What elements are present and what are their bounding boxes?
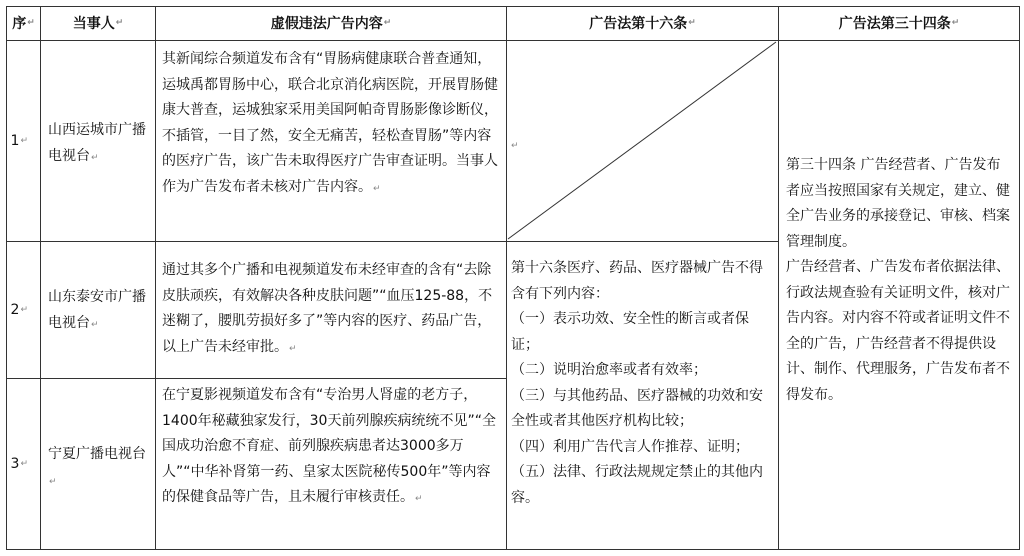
- header-art16: 广告法第十六条 ↵: [589, 16, 696, 32]
- diagonal-slash: [506, 40, 778, 241]
- col-line-4: [778, 6, 779, 550]
- row1-bottom-line-art16: [506, 241, 778, 242]
- table-border-right: [1019, 6, 1020, 550]
- row1-bottom-line: [6, 241, 506, 242]
- art16-line: （一）表示功效、安全性的断言或者保证；: [511, 311, 749, 353]
- row2-bottom-line: [6, 378, 506, 379]
- row1-party: 山西运城市广播电视台↵: [48, 122, 146, 164]
- art16-line: （三）与其他药品、医疗器械的功效和安全性或者其他医疗机构比较；: [511, 387, 763, 429]
- row3-num: 3 ↵: [10, 456, 28, 472]
- art34-para: 第三十四条 广告经营者、广告发布者应当按照国家有关规定，建立、健全广告业务的承接登记、审核、档案管理制度。: [786, 157, 1010, 250]
- col-line-1: [40, 6, 41, 550]
- row2-content: 通过其多个广播和电视频道发布未经审查的含有“去除皮肤顽疾，有效解决各种皮肤问题”“血压125-88，不迷糊了，腰肌劳损好多了”等内容的医疗、药品广告，以上广告未经审批。↵: [162, 262, 493, 355]
- col-line-2: [155, 6, 156, 550]
- row1-content: 其新闻综合频道发布含有“胃肠病健康联合普查通知，运城禹都胃肠中心，联合北京消化病医院，开展胃肠健康大普查，运城独家采用美国阿帕奇胃肠影像诊断仪，不插管，一目了然，安全无痛苦，轻松查胃肠”等内容的医疗广告，该广告未取得医疗广告审查证明。当事人作为广告发布者未核对广告内容。↵: [162, 51, 498, 195]
- art34-text: [786, 153, 1014, 408]
- art16-line: （二）说明治愈率或者有效率；: [511, 362, 707, 378]
- row1-art16-empty: ↵: [511, 141, 519, 151]
- table-border-bottom: [6, 549, 1020, 550]
- row2-num: 2 ↵: [10, 302, 28, 318]
- art34-para: 广告经营者、广告发布者依据法律、行政法规查验有关证明文件，核对广告内容。对内容不符或者证明文件不全的广告，广告经营者不得提供设计、制作、代理服务，广告发布者不得发布。: [786, 259, 1010, 403]
- art16-line: 第十六条医疗、药品、医疗器械广告不得含有下列内容：: [511, 260, 763, 302]
- header-party: 当事人 ↵: [72, 16, 124, 32]
- header-art34: 广告法第三十四条 ↵: [838, 16, 960, 32]
- row1-num: 1 ↵: [10, 133, 28, 149]
- row2-party: 山东泰安市广播电视台↵: [48, 289, 146, 331]
- art16-line: （四）利用广告代言人作推荐、证明；: [511, 438, 749, 455]
- header-seq: 序 ↵: [12, 16, 35, 32]
- row3-party: 宁夏广播电视台↵: [48, 446, 146, 487]
- art16-text: [511, 256, 773, 511]
- row3-content: 在宁夏影视频道发布含有“专治男人肾虚的老方子，1400年秘藏独家发行，30天前列腺疾病统统不见”“全国成功治愈不育症、前列腺疾病患者达3000多万人”“中华补肾第一药、皇家太医院秘传500年”等内容的保健食品等广告，且未履行审核责任。↵: [162, 387, 496, 505]
- art16-line: （五）法律、行政法规规定禁止的其他内容。: [511, 464, 763, 506]
- header-content: 虚假违法广告内容 ↵: [270, 16, 392, 32]
